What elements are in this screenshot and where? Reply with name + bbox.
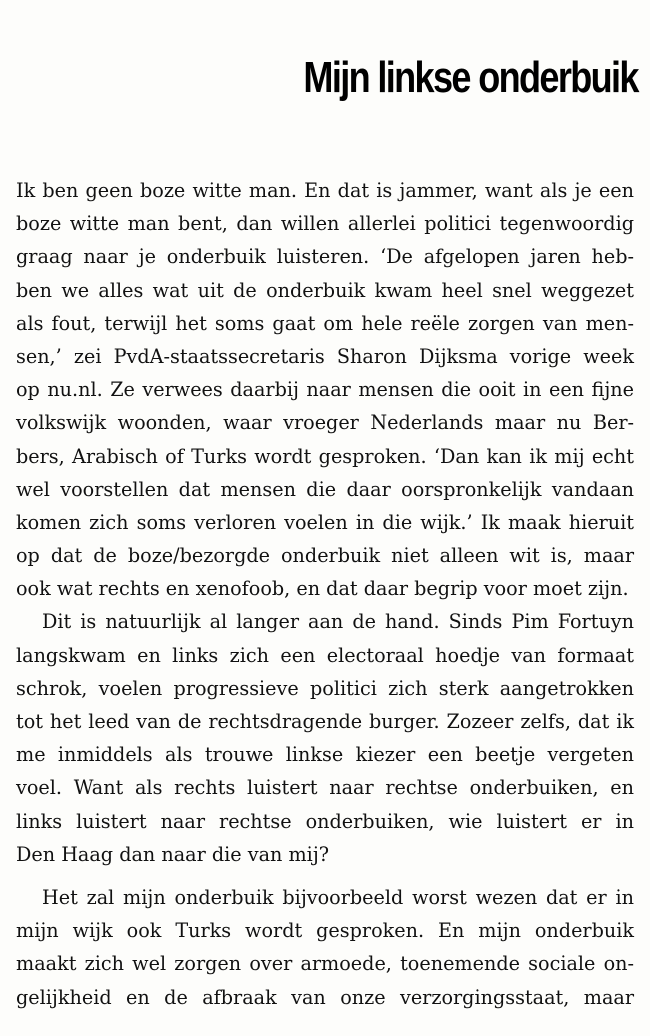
body-line: voel. Want als rechts luistert naar rechtse onderbuiken, en xyxy=(16,776,634,800)
body-line: Dit is natuurlijk al langer aan de hand. Sinds Pim Fortuyn xyxy=(42,610,634,634)
body-line: op nu.nl. Ze verwees daarbij naar mensen die ooit in een fijne xyxy=(16,378,634,402)
body-line: mijn wijk ook Turks wordt gesproken. En mijn onderbuik xyxy=(16,919,634,943)
body-line: gelijkheid en de afbraak van onze verzorgingsstaat, maar xyxy=(16,985,634,1009)
body-line: graag naar je onderbuik luisteren. ‘De afgelopen jaren heb- xyxy=(16,245,634,269)
body-line: langskwam en links zich een electoraal hoedje van formaat xyxy=(16,643,634,667)
body-line: Ik ben geen boze witte man. En dat is jammer, want als je een xyxy=(16,179,634,202)
body-line: Het zal mijn onderbuik bijvoorbeeld worst wezen dat er in xyxy=(42,885,634,909)
article-title: Mijn linkse onderbuik xyxy=(295,53,638,103)
body-line: me inmiddels als trouwe linkse kiezer een beetje vergeten xyxy=(16,743,634,767)
body-line: Den Haag dan naar die van mij? xyxy=(16,842,330,866)
body-line: ben we alles wat uit de onderbuik kwam heel snel weggezet xyxy=(16,278,634,302)
body-line: links luistert naar rechtse onderbuiken, wie luistert er in xyxy=(16,809,634,833)
body-line: komen zich soms verloren voelen in die wijk.’ Ik maak hieruit xyxy=(16,510,634,534)
body-line: bers, Arabisch of Turks wordt gesproken. ‘Dan kan ik mij echt xyxy=(16,444,634,468)
body-line: ook wat rechts en xenofoob, en dat daar begrip voor moet zijn. xyxy=(16,577,629,601)
body-line: boze witte man bent, dan willen allerlei politici tegenwoordig xyxy=(16,212,634,236)
article-body xyxy=(16,174,634,1014)
body-line: maakt zich wel zorgen over armoede, toenemende sociale on- xyxy=(16,952,634,976)
body-line: volkswijk woonden, waar vroeger Nederlands maar nu Ber- xyxy=(16,411,634,435)
body-line: schrok, voelen progressieve politici zich sterk aangetrokken xyxy=(16,676,634,700)
body-line: sen,’ zei PvdA-staatssecretaris Sharon Dijksma vorige week xyxy=(16,344,634,368)
body-line: als fout, terwijl het soms gaat om hele reële zorgen van men- xyxy=(16,311,634,335)
body-line: wel voorstellen dat mensen die daar oorspronkelijk vandaan xyxy=(16,477,634,501)
body-line: tot het leed van de rechtsdragende burger. Zozeer zelfs, dat ik xyxy=(16,710,634,733)
body-line: op dat de boze/bezorgde onderbuik niet alleen wit is, maar xyxy=(16,544,634,568)
